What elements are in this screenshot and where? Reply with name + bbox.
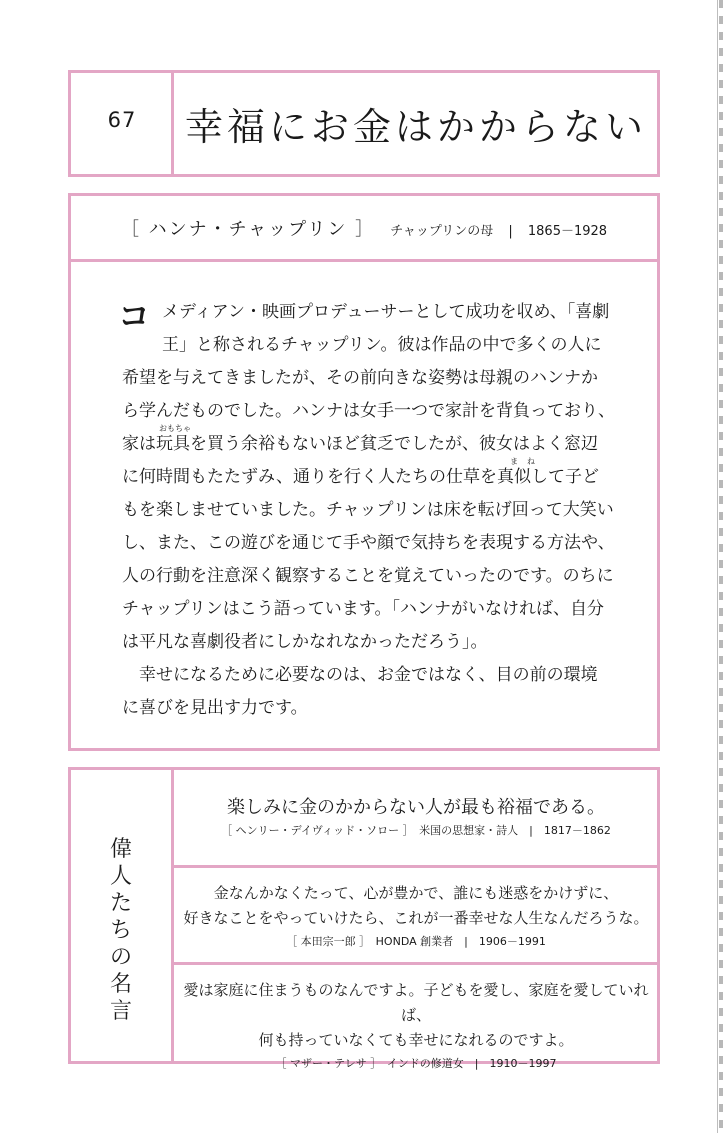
page-number: 67 (107, 108, 137, 132)
body-line: は平凡な喜劇役者にしかなれなかっただろう」。 (122, 632, 488, 652)
drop-cap: コ (118, 297, 151, 335)
quote-attribution: ［ ヘンリー・デイヴィッド・ソロー ］ 米国の思想家・詩人 | 1817－1862 (221, 824, 611, 837)
quotes-divider-vertical (171, 767, 174, 1064)
page-edge-line (717, 0, 718, 1133)
quotes-heading: 偉人たちの名言 (109, 837, 132, 1024)
body-line: メディアン・映画プロデューサーとして成功を収め、「喜劇 (162, 302, 610, 322)
person-name: ［ ハンナ・チャップリン ］ (120, 219, 376, 240)
quote-text: 金なんかなくたって、心が豊かで、誰にも迷惑をかけずに、 (213, 884, 619, 902)
ruby-omocha: おもちゃ (159, 424, 191, 433)
quotes-divider-2 (171, 962, 660, 965)
body-line: 家は玩具を買う余裕もないほど貧乏でしたが、彼女はよく窓辺 (122, 434, 598, 454)
quotes-divider-1 (171, 865, 660, 868)
body-line: 王」と称されるチャップリン。彼は作品の中で多くの人に (162, 335, 602, 355)
quote-text: 楽しみに金のかからない人が最も裕福である。 (227, 797, 605, 818)
quote-text: 好きなことをやっていけたら、これが一番幸せな人生なんだろうな。 (183, 909, 649, 927)
body-line: ら学んだものでした。ハンナは女手一つで家計を背負っており、 (122, 401, 615, 421)
ruby-ne: ね (527, 457, 535, 466)
quote-honda (176, 881, 656, 949)
person-years: 1865－1928 (527, 224, 608, 239)
page-title: 幸福にお金はかからない (184, 105, 647, 149)
body-line: に何時間もたたずみ、通りを行く人たちの仕草を真似して子ど (122, 467, 600, 487)
body-line: 人の行動を注意深く観察することを覚えていったのです。のちに (122, 566, 614, 586)
person-line (72, 215, 656, 241)
body-line: 希望を与えてきましたが、その前向きな姿勢は母親のハンナか (122, 368, 598, 388)
page-edge-index-marks (719, 0, 723, 1133)
person-separator: | (508, 224, 513, 239)
body-line: に喜びを見出す力です。 (122, 698, 308, 718)
person-divider (68, 259, 660, 262)
body-line: もを楽しませていました。チャップリンは床を転げ回って大笑い (122, 500, 614, 520)
quote-attribution: ［ マザー・テレサ ］ インドの修道女 | 1910－1997 (275, 1057, 557, 1070)
ruby-ma: ま (510, 457, 518, 466)
quote-teresa (176, 978, 656, 1071)
body-text (118, 296, 622, 725)
body-line: チャップリンはこう語っています。「ハンナがいなければ、自分 (122, 599, 604, 619)
body-line: し、また、この遊びを通じて手や顔で気持ちを表現する方法や、 (122, 533, 615, 553)
quote-text: 何も持っていなくても幸せになれるのですよ。 (258, 1031, 574, 1049)
quote-attribution: ［ 本田宗一郎 ］ HONDA 創業者 | 1906－1991 (286, 935, 546, 948)
quote-text: 愛は家庭に住まうものなんですよ。子どもを愛し、家庭を愛していれば、 (183, 981, 649, 1024)
body-line: 幸せになるために必要なのは、お金ではなく、目の前の環境 (122, 665, 598, 685)
quote-thoreau (176, 795, 656, 838)
person-description: チャップリンの母 (390, 224, 494, 239)
